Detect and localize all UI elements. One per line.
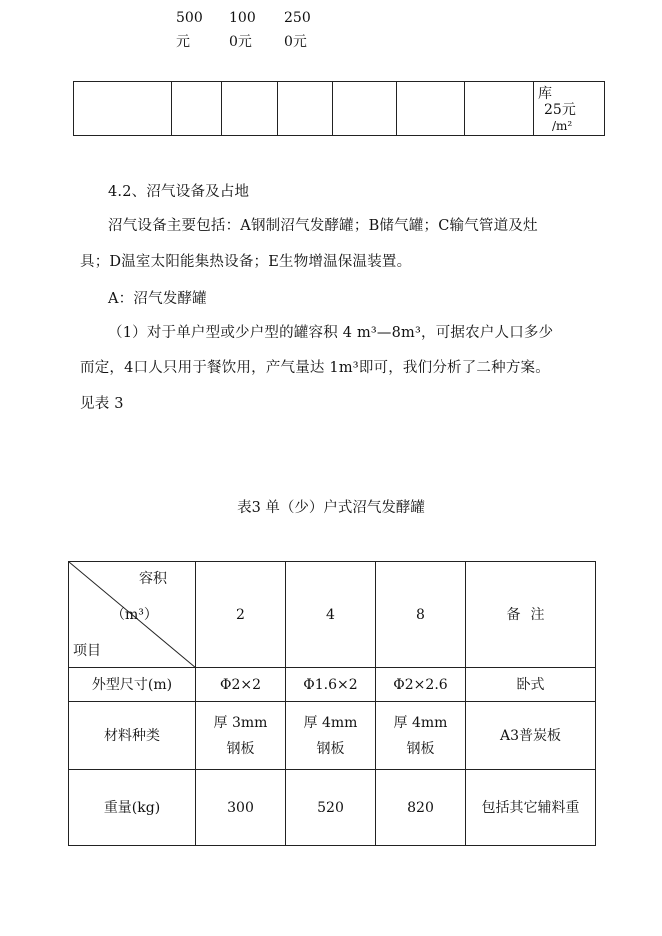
price-cell — [229, 6, 256, 54]
price-cell — [284, 6, 311, 54]
table-row — [69, 770, 596, 846]
price-cell-line: 250 — [284, 10, 311, 26]
paragraph-line: 沼气设备主要包括：A钢制沼气发酵罐；B储气罐；C输气管道及灶 — [108, 218, 538, 234]
storage-price-cell — [538, 86, 576, 134]
table-note-cell: 卧式 — [466, 668, 596, 702]
note-col-header: 备注 — [466, 562, 596, 668]
paragraph-line: 具；D温室太阳能集热设备；E生物增温保温装置。 — [80, 254, 412, 270]
table-cell: 厚 3mm钢板 — [196, 702, 286, 770]
table-divider — [396, 82, 397, 135]
table-divider — [277, 82, 278, 135]
volume-col-header: 8 — [376, 562, 466, 668]
storage-cell-line: 库 — [538, 86, 552, 102]
price-cell — [176, 6, 203, 54]
table-cell: 820 — [376, 770, 466, 846]
volume-label: 容积 — [139, 571, 167, 587]
diagonal-header-cell — [69, 562, 196, 668]
table-divider — [533, 82, 534, 135]
row-label: 重量(kg) — [69, 770, 196, 846]
table-row — [69, 702, 596, 770]
table-header-row — [69, 562, 596, 668]
table-cell: 520 — [286, 770, 376, 846]
table-caption: 表3 单（少）户式沼气发酵罐 — [237, 500, 425, 516]
table-divider — [221, 82, 222, 135]
table-note-cell: 包括其它辅料重 — [466, 770, 596, 846]
table-row — [69, 668, 596, 702]
item-label: 项目 — [73, 643, 101, 659]
row-label: 外型尺寸(m) — [69, 668, 196, 702]
table-note-cell: A3普炭板 — [466, 702, 596, 770]
storage-cell-line: 25元 — [544, 102, 576, 118]
paragraph-line: 而定，4口人只用于餐饮用，产气量达 1m³即可，我们分析了二种方案。 — [80, 360, 550, 376]
table-cell: 300 — [196, 770, 286, 846]
digester-table — [68, 561, 596, 846]
row-label: 材料种类 — [69, 702, 196, 770]
section-heading: 4.2、沼气设备及占地 — [108, 184, 250, 200]
price-cell-line: 0元 — [229, 34, 252, 50]
price-cell-line: 0元 — [284, 34, 307, 50]
paragraph-line: （1）对于单户型或少户型的罐容积 4 m³—8m³，可据农户人口多少 — [108, 325, 554, 341]
table-cell: 厚 4mm钢板 — [286, 702, 376, 770]
paragraph-line: 见表 3 — [80, 396, 124, 412]
price-cell-line: 500 — [176, 10, 203, 26]
table-divider — [171, 82, 172, 135]
table-divider — [464, 82, 465, 135]
subheading: A：沼气发酵罐 — [108, 291, 207, 307]
previous-table-fragment — [73, 81, 605, 136]
price-cell-line: 元 — [176, 34, 190, 50]
table-cell: 厚 4mm钢板 — [376, 702, 466, 770]
volume-col-header: 2 — [196, 562, 286, 668]
price-cell-line: 100 — [229, 10, 256, 26]
unit-label: （m³） — [111, 607, 158, 623]
table-cell: Φ1.6×2 — [286, 668, 376, 702]
storage-cell-line: /m² — [552, 119, 573, 133]
table-cell: Φ2×2 — [196, 668, 286, 702]
table-cell: Φ2×2.6 — [376, 668, 466, 702]
table-divider — [332, 82, 333, 135]
volume-col-header: 4 — [286, 562, 376, 668]
